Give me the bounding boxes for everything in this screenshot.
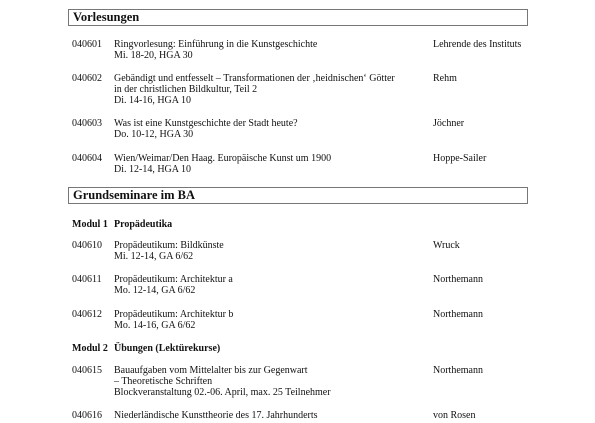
course-title-line: Ringvorlesung: Einführung in die Kunstgeschichte bbox=[114, 39, 318, 50]
course-code: 040611 bbox=[72, 274, 102, 285]
section-header-vorlesungen: Vorlesungen bbox=[68, 9, 528, 26]
course-title bbox=[114, 240, 434, 262]
course-lecturer: Hoppe-Sailer bbox=[433, 153, 487, 164]
course-lecturer: Wruck bbox=[433, 240, 460, 251]
module-name: Übungen (Lektürekurse) bbox=[114, 343, 221, 354]
course-schedule: Di. 14-16, HGA 10 bbox=[114, 95, 191, 106]
course-lecturer: Northemann bbox=[433, 274, 483, 285]
course-code: 040610 bbox=[72, 240, 102, 251]
course-title-line: Niederländische Kunsttheorie des 17. Jahrhunderts bbox=[114, 410, 318, 421]
course-code: 040615 bbox=[72, 365, 102, 376]
course-lecturer: Northemann bbox=[433, 309, 483, 320]
course-title bbox=[114, 410, 434, 421]
module-number: Modul 1 bbox=[72, 219, 108, 230]
course-title bbox=[114, 118, 434, 140]
course-code: 040601 bbox=[72, 39, 102, 50]
course-code: 040602 bbox=[72, 73, 102, 84]
module-name: Propädeutika bbox=[114, 219, 173, 230]
module-number: Modul 2 bbox=[72, 343, 108, 354]
course-title-line: Propädeutikum: Architektur b bbox=[114, 309, 234, 320]
course-code: 040616 bbox=[72, 410, 102, 421]
course-title-line: Bauaufgaben vom Mittelalter bis zur Gegenwart bbox=[114, 365, 308, 376]
course-schedule: Mo. 12-14, GA 6/62 bbox=[114, 285, 196, 296]
course-code: 040603 bbox=[72, 118, 102, 129]
course-title-line: Wien/Weimar/Den Haag. Europäische Kunst um 1900 bbox=[114, 153, 332, 164]
course-title bbox=[114, 365, 434, 398]
course-title bbox=[114, 274, 434, 296]
course-title-line: Propädeutikum: Architektur a bbox=[114, 274, 233, 285]
section-header-grundseminare: Grundseminare im BA bbox=[68, 187, 528, 204]
course-schedule: Mo. 14-16, GA 6/62 bbox=[114, 320, 196, 331]
course-title bbox=[114, 73, 434, 106]
course-code: 040604 bbox=[72, 153, 102, 164]
course-title-line: Gebändigt und entfesselt – Transformationen der ‚heidnischen‘ Götter bbox=[114, 73, 395, 84]
course-schedule: Mi. 18-20, HGA 30 bbox=[114, 50, 193, 61]
course-title-line: in der christlichen Bildkultur, Teil 2 bbox=[114, 84, 258, 95]
course-code: 040612 bbox=[72, 309, 102, 320]
course-title-line: Was ist eine Kunstgeschichte der Stadt heute? bbox=[114, 118, 298, 129]
course-lecturer: Jöchner bbox=[433, 118, 465, 129]
course-lecturer: von Rosen bbox=[433, 410, 476, 421]
course-title bbox=[114, 39, 434, 61]
course-title bbox=[114, 309, 434, 331]
course-title bbox=[114, 153, 434, 175]
course-schedule: Mi. 12-14, GA 6/62 bbox=[114, 251, 194, 262]
course-title-line: – Theoretische Schriften bbox=[114, 376, 213, 387]
course-lecturer: Rehm bbox=[433, 73, 457, 84]
course-lecturer: Lehrende des Instituts bbox=[433, 39, 522, 50]
course-schedule: Di. 12-14, HGA 10 bbox=[114, 164, 191, 175]
course-schedule: Blockveranstaltung 02.-06. April, max. 25 Teilnehmer bbox=[114, 387, 331, 398]
course-lecturer: Northemann bbox=[433, 365, 483, 376]
course-schedule: Do. 10-12, HGA 30 bbox=[114, 129, 194, 140]
course-title-line: Propädeutikum: Bildkünste bbox=[114, 240, 224, 251]
